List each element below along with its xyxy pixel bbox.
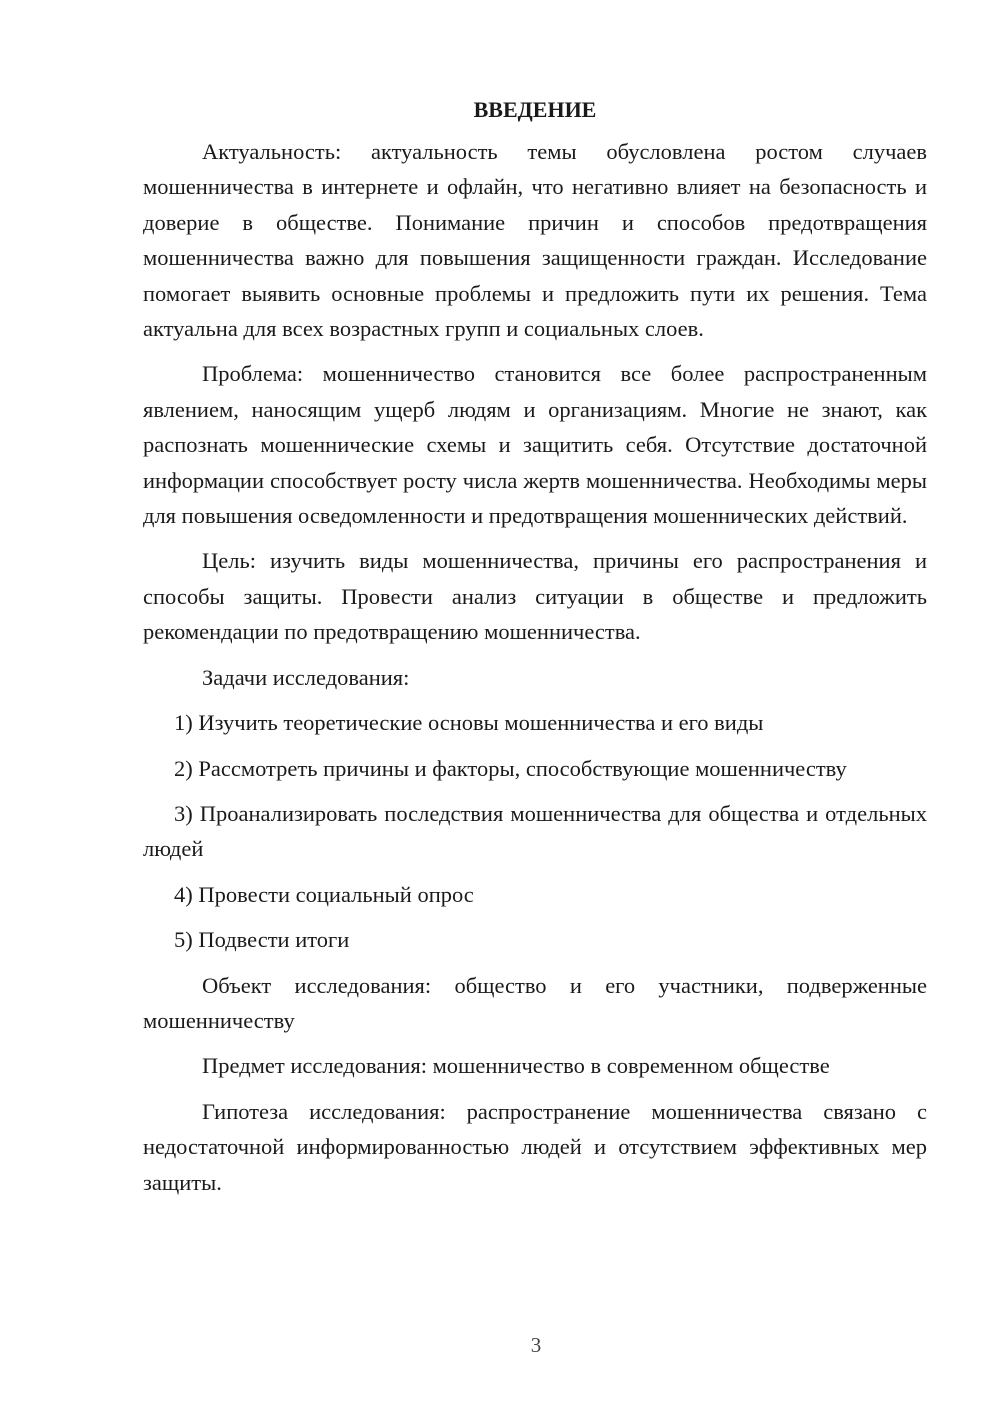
task-item-4: 4) Провести социальный опрос [174,881,474,907]
paragraph-problem: Проблема: мошенничество становится все более распространенным явлением, наносящим ущерб людям и организациям. Многие не знают, как распознать мошеннические схемы и защитить себя. Отсутствие достаточной информации способствует росту числа жертв мошенничества. Необходимы меры для повышения осведомленности и предотвращения мошеннических действий. [143,361,927,529]
document-page [143,90,927,1210]
task-item-3: 3) Проанализировать последствия мошенничества для общества и отдельных людей [143,800,927,862]
paragraph-object: Объект исследования: общество и его участники, подверженные мошенничеству [143,972,927,1033]
section-title: ВВЕДЕНИЕ [473,97,597,122]
task-item-1: 1) Изучить теоретические основы мошенничества и его виды [174,710,764,736]
paragraph-subject: Предмет исследования: мошенничество в современном обществе [202,1053,830,1079]
paragraph-hypothesis: Гипотеза исследования: распространение мошенничества связано с недостаточной информированностью людей и отсутствием эффективных мер защиты. [143,1098,927,1195]
paragraph-goal: Цель: изучить виды мошенничества, причины его распространения и способы защиты. Провести анализ ситуации в обществе и предложить рекомендации по предотвращению мошенничества. [143,548,927,645]
paragraph-relevance: Актуальность: актуальность темы обусловлена ростом случаев мошенничества в интернете и офлайн, что негативно влияет на безопасность и доверие в обществе. Понимание причин и способов предотвращения мошенничества важно для повышения защищенности граждан. Исследование помогает выявить основные проблемы и предложить пути их решения. Тема актуальна для всех возрастных групп и социальных слоев. [143,139,927,342]
tasks-heading: Задачи исследования: [202,664,410,690]
page-number: 3 [530,1333,542,1357]
task-item-5: 5) Подвести итоги [174,927,350,953]
task-item-2: 2) Рассмотреть причины и факторы, способствующие мошенничеству [174,755,847,781]
